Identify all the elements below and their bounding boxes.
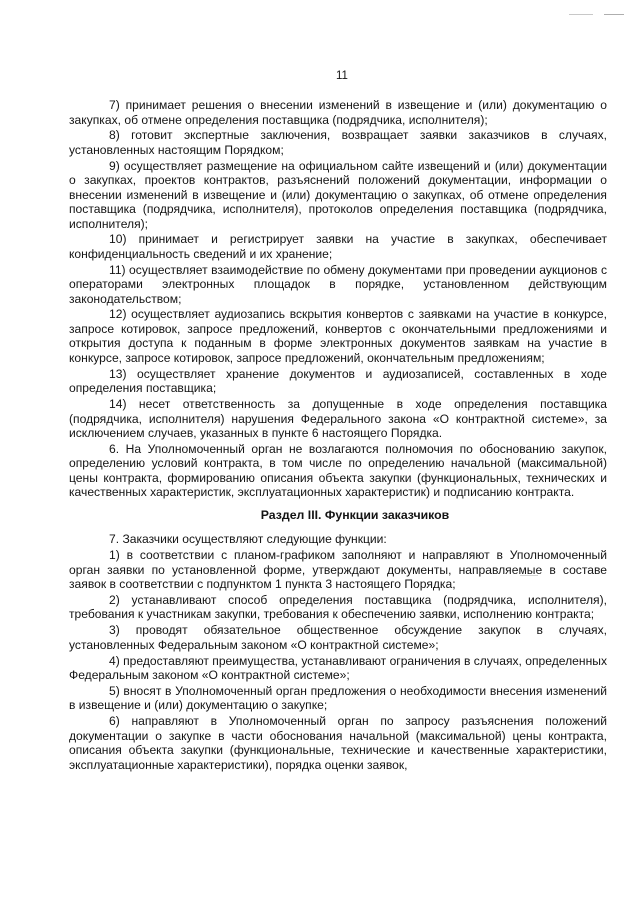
paragraph: 14) несет ответственность за допущенные в ходе определения поставщика (подрядчика, исполнителя) нарушения Федерального закона «О контрактной системе», за исключением случаев, указанных в пункте 6 настоящего Порядка. — [69, 397, 607, 441]
paragraph: 5) вносят в Уполномоченный орган предложения о необходимости внесения изменений в извещение и (или) документацию о закупке; — [69, 683, 607, 713]
paragraph: 6. На Уполномоченный орган не возлагаются полномочия по обоснованию закупок, определению условий контракта, в том числе по определению начальной (максимальной) цены контракта, формированию описания объекта закупки (функциональных, технических и качественных характеристик, эксплуатационных характеристик) и подписанию контракта. — [69, 441, 607, 500]
scan-artifact — [604, 14, 624, 15]
paragraph: 6) направляют в Уполномоченный орган по запросу разъяснения положений документации о закупке в части обоснования начальной (максимальной) цены контракта, описания объекта закупки (функциональные, технические и качественные характеристики, эксплуатационные характеристики), порядка оценки заявок, — [69, 714, 607, 772]
paragraph: 11) осуществляет взаимодействие по обмену документами при проведении аукционов с операторами электронных площадок в порядке, установленном действующим законодательством; — [69, 262, 607, 306]
section-iii-body — [69, 532, 607, 772]
section-heading: Раздел III. Функции заказчиков — [260, 507, 450, 522]
paragraph: 1) в соответствии с планом-графиком заполняют и направляют в Уполномоченный орган заявки по установленной форме, утверждают документы, направляемые в составе заявок в соответствии с подпунктом 1 пункта 3 настоящего Порядка; — [69, 548, 607, 592]
paragraph: 7) принимает решения о внесении изменений в извещение и (или) документацию о закупках, об отмене определения поставщика (подрядчика, исполнителя); — [69, 98, 607, 127]
section-ii-continuation — [69, 98, 607, 500]
paragraph: 7. Заказчики осуществляют следующие функции: — [109, 532, 387, 547]
page-number: 11 — [336, 70, 348, 82]
scan-artifact — [569, 14, 593, 15]
paragraph: 8) готовит экспертные заключения, возвращает заявки заказчиков в случаях, установленных настоящим Порядком; — [69, 128, 607, 157]
paragraph: 3) проводят обязательное общественное обсуждение закупок в случаях, установленных Федеральным законом «О контрактной системе»; — [69, 623, 607, 652]
paragraph: 10) принимает и регистрирует заявки на участие в закупках, обеспечивает конфиденциальность сведений и их хранение; — [69, 232, 607, 261]
paragraph: 2) устанавливают способ определения поставщика (подрядчика, исполнителя), требования к участникам закупки, требования к обеспечению заявки, исполнению контракта; — [69, 592, 607, 622]
paragraph: 13) осуществляет хранение документов и аудиозаписей, составленных в ходе определения поставщика; — [69, 366, 607, 396]
document-body — [69, 98, 607, 773]
paragraph: 12) осуществляет аудиозапись вскрытия конвертов с заявками на участие в конкурсе, запросе котировок, запросе предложений, конвертов с окончательными предложениями и открытия доступа к поданным в форме электронных документов заявкам на участие в конкурсе, запросе котировок, запросе предложений, окончательным предложениям; — [69, 307, 607, 365]
paragraph: 4) предоставляют преимущества, устанавливают ограничения в случаях, определенных Федеральным законом «О контрактной системе»; — [69, 653, 607, 683]
paragraph: 9) осуществляет размещение на официальном сайте извещений и (или) документации о закупках, проектов контрактов, разъяснений положений документации, информации о внесении изменений в извещение и (или) документацию о закупках, об отмене определения поставщика (подрядчика, исполнителя), протоколов определения поставщика (подрядчика, исполнителя); — [69, 158, 607, 231]
